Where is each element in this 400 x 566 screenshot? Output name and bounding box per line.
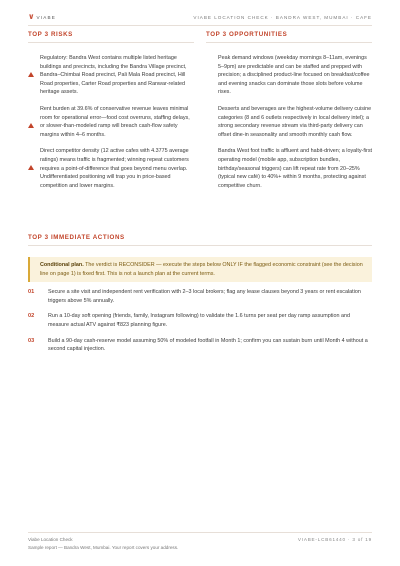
logo-text: VIABE [36,14,57,20]
opportunity-text: Desserts and beverages are the highest-volume delivery cuisine categories (8 and 6 outlets respectively in local delivery intel); a strong secondary revenue stream via third-party delivery can offset dine-in seasonality and smooth monthly cash flow. [218,105,372,138]
opportunities-column [206,31,372,198]
green-dot-icon [206,55,212,97]
risks-title: TOP 3 RISKS [28,31,194,43]
action-item [28,337,372,354]
conditional-plan-callout [28,257,372,282]
risks-opportunities [28,31,372,198]
header-caption: VIABE LOCATION CHECK · BANDRA WEST, MUMBAI · CAFE [193,14,372,20]
risk-text: Rent burden at 39.6% of conservative revenue leaves minimal room for operational error—food cost overruns, staffing delays, or slower-than-modeled ramp will breach cash-flow safety margins within 4–6 months. [40,105,190,138]
opportunity-text: Peak demand windows (weekday mornings 8–11am, evenings 5–9pm) are predictable and can be staffed and prepped with precision; a disciplined product-line focused on breakfast/coffee and evening snacks can dominate those slots before volume rises. [218,55,370,96]
risks-list [28,54,194,190]
action-item [28,312,372,329]
action-text: Secure a site visit and independent rent verification with 2–3 local brokers; flag any lease clauses beyond 3 years or rent escalation triggers above 5% annually. [48,289,361,304]
risk-text: Direct competitor density (12 active cafes with 4.3775 average ratings) means traffic is fragmented; winning repeat customers requires a point-of-difference that goes beyond menu overlap. Undifferentiated positioning will trap you in price-based competition and lower margins. [40,148,189,189]
warning-triangle-icon [28,55,34,97]
actions-title: TOP 3 IMMEDIATE ACTIONS [28,234,372,246]
green-dot-icon [206,148,212,190]
risk-text: Regulatory: Bandra West contains multiple listed heritage buildings and precincts, including the Bandra Village precinct, Bandra–Chimbai Road precinct, Pali Mala Road precinct, Hill Road properties, Carter Road properties and Ranwar-related heritage assets. [40,55,187,96]
page-header [28,10,372,24]
immediate-actions-section [28,234,372,361]
callout-text: The verdict is RECONSIDER — execute the steps below ONLY IF the flagged economic constraint (see the decision line on page 1) is fixed first. This is not a launch plan at the current terms. [40,262,363,277]
footer-page-info: VIABE-LCB61440 · 3 of 19 [297,537,372,542]
action-text: Run a 10-day soft opening (friends, family, Instagram following) to validate the 1.6 turns per seat per day ramp assumption and measure actual ATV against ₹823 planning figure. [48,313,350,328]
opportunity-item [206,147,372,190]
risk-item [28,105,194,139]
action-number: 02 [28,313,35,320]
footer-divider [28,532,372,533]
action-number: 01 [28,289,35,296]
logo [28,13,56,21]
footer-title: Viabe Location Check [28,537,73,542]
action-item [28,288,372,305]
footer-note: Sample report — Bandra West, Mumbai. Your report covers your address. [28,545,179,550]
risk-item [28,54,194,97]
opportunities-list [206,54,372,190]
risks-column [28,31,194,198]
page-footer [28,536,372,552]
actions-list [28,288,372,354]
callout-label: Conditional plan. [40,262,84,268]
opportunities-title: TOP 3 OPPORTUNITIES [206,31,372,43]
warning-triangle-icon [28,106,34,139]
action-number: 03 [28,337,35,344]
opportunity-item [206,54,372,97]
header-divider [28,25,372,26]
action-text: Build a 90-day cash-reserve model assuming 50% of modeled footfall in Month 1; confirm you can sustain burn until Month 4 without a second capital injection. [48,337,368,353]
green-dot-icon [206,106,212,139]
footer-left [28,536,178,552]
logo-mark-icon: ∨ [28,12,35,21]
opportunity-item [206,105,372,139]
risk-item [28,147,194,190]
warning-triangle-icon [28,148,34,190]
opportunity-text: Bandra West foot traffic is affluent and habit-driven; a loyalty-first operating model (mobile app, subscription bundles, birthday/seasonal triggers) can lift repeat rate from 20–25% (typical new café) to 40%+ within 9 months, protecting against competitive churn. [218,148,373,189]
